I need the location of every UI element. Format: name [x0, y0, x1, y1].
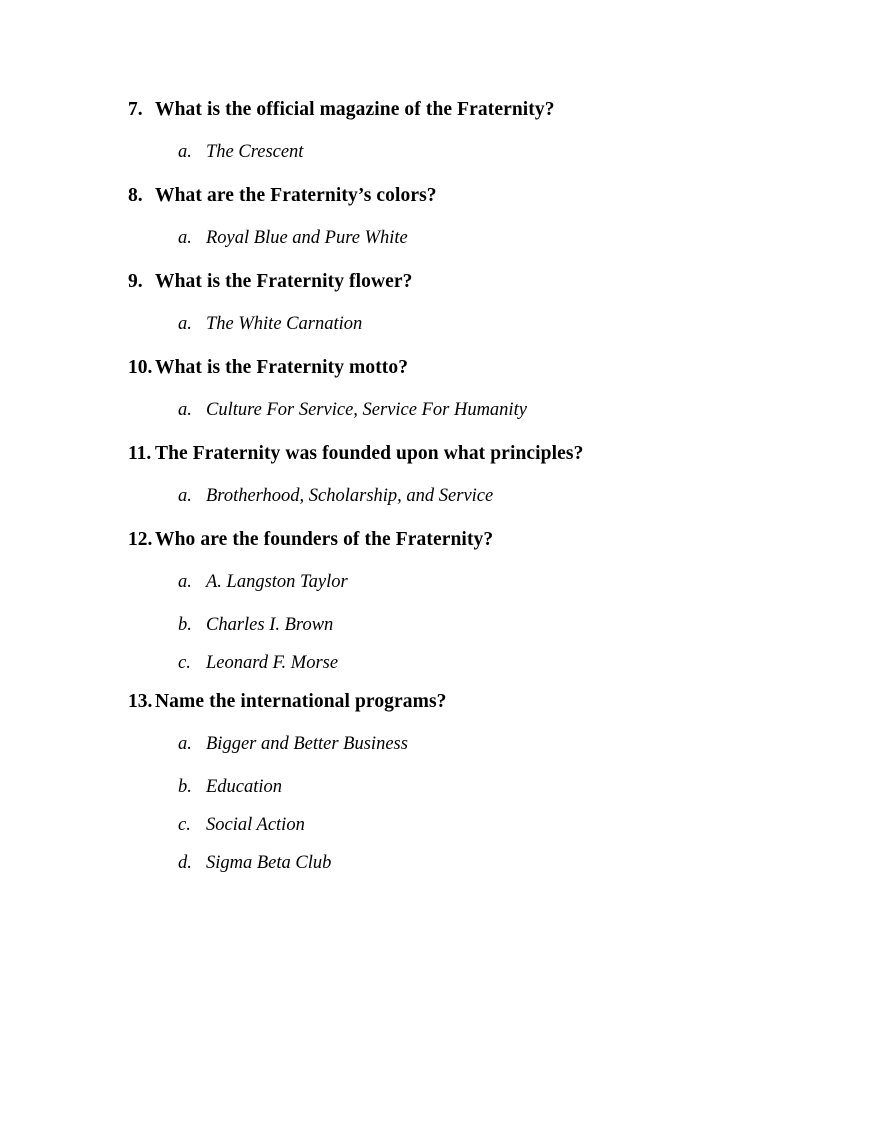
answer-text: Brotherhood, Scholarship, and Service [206, 486, 494, 506]
answer-row [128, 573, 768, 616]
answer-row [128, 315, 768, 358]
question-number: 12. [128, 529, 153, 550]
answer-text: The Crescent [206, 142, 304, 162]
answer-text: A. Langston Taylor [206, 572, 348, 592]
answer-text: Charles I. Brown [206, 615, 334, 635]
answer-letter: a. [178, 142, 192, 162]
question-row [128, 358, 768, 401]
question-number: 11. [128, 443, 152, 464]
answer-letter: d. [178, 853, 192, 873]
answer-text: Social Action [206, 815, 305, 835]
answer-list [128, 401, 768, 444]
question-block [128, 530, 768, 692]
answer-text: Sigma Beta Club [206, 853, 332, 873]
answer-text: Bigger and Better Business [206, 734, 408, 754]
answer-row [128, 401, 768, 444]
answer-list [128, 573, 768, 692]
question-block [128, 358, 768, 444]
question-row [128, 186, 768, 229]
question-number: 13. [128, 691, 153, 712]
answer-list [128, 315, 768, 358]
answer-text: Culture For Service, Service For Humanity [206, 400, 527, 420]
question-row [128, 692, 768, 735]
question-row [128, 100, 768, 143]
answer-text: The White Carnation [206, 314, 363, 334]
question-block [128, 692, 768, 892]
answer-text: Education [206, 777, 283, 797]
question-number: 10. [128, 357, 153, 378]
answer-letter: c. [178, 815, 191, 835]
answer-letter: a. [178, 400, 192, 420]
answer-row [128, 487, 768, 530]
question-list [128, 100, 768, 892]
answer-text: Leonard F. Morse [206, 653, 339, 673]
answer-text: Royal Blue and Pure White [206, 228, 408, 248]
question-number: 7. [128, 99, 143, 120]
question-text: Who are the founders of the Fraternity? [155, 529, 494, 550]
question-number: 8. [128, 185, 143, 206]
question-text: What is the official magazine of the Fraternity? [155, 99, 555, 120]
answer-letter: a. [178, 572, 192, 592]
answer-row [128, 143, 768, 186]
answer-letter: b. [178, 615, 192, 635]
question-text: What is the Fraternity flower? [155, 271, 413, 292]
question-row [128, 530, 768, 573]
question-text: The Fraternity was founded upon what principles? [155, 443, 584, 464]
question-text: What are the Fraternity’s colors? [155, 185, 437, 206]
question-row [128, 444, 768, 487]
question-number: 9. [128, 271, 143, 292]
question-block [128, 100, 768, 186]
question-block [128, 272, 768, 358]
question-text: What is the Fraternity motto? [155, 357, 409, 378]
answer-list [128, 229, 768, 272]
question-block [128, 186, 768, 272]
answer-row [128, 854, 768, 892]
answer-letter: a. [178, 486, 192, 506]
answer-row [128, 654, 768, 692]
answer-row [128, 778, 768, 816]
answer-row [128, 616, 768, 654]
answer-letter: a. [178, 734, 192, 754]
question-row [128, 272, 768, 315]
answer-list [128, 487, 768, 530]
answer-row [128, 229, 768, 272]
answer-list [128, 143, 768, 186]
answer-letter: b. [178, 777, 192, 797]
answer-row [128, 735, 768, 778]
question-text: Name the international programs? [155, 691, 447, 712]
answer-letter: a. [178, 228, 192, 248]
answer-row [128, 816, 768, 854]
question-block [128, 444, 768, 530]
answer-letter: c. [178, 653, 191, 673]
answer-list [128, 735, 768, 892]
answer-letter: a. [178, 314, 192, 334]
